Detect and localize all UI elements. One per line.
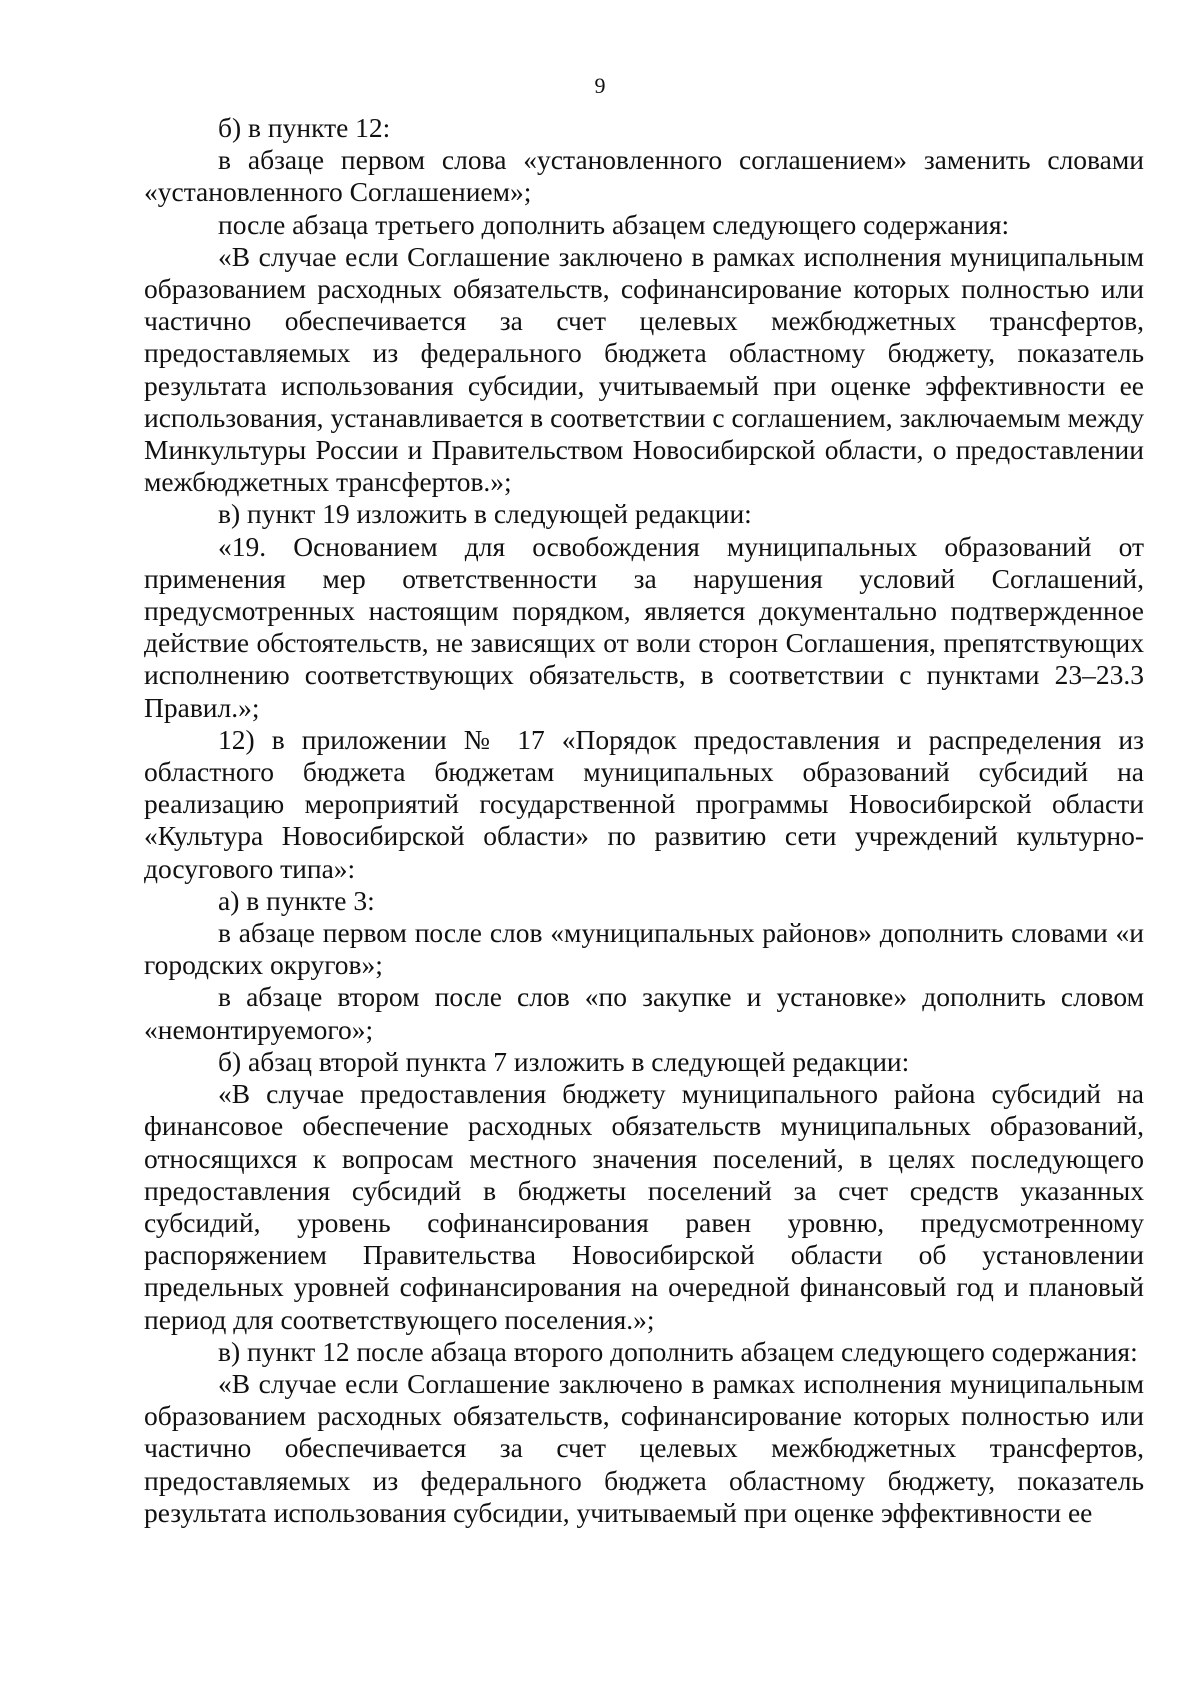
paragraph: «В случае если Соглашение заключено в рамках исполнения муниципальным образованием расходных обязательств, софинансирование которых полностью или частично обеспечивается за счет целевых межбюджетных трансфертов, предоставляемых из федерального бюджета областному бюджету, показатель результата использования субсидии, учитываемый при оценке эффективности ее использования, устанавливается в соответствии с соглашением, заключаемым между Минкультуры России и Правительством Новосибирской области, о предоставлении межбюджетных трансфертов.»;: [144, 240, 1144, 498]
paragraph: «В случае если Соглашение заключено в рамках исполнения муниципальным образованием расходных обязательств, софинансирование которых полностью или частично обеспечивается за счет целевых межбюджетных трансфертов, предоставляемых из федерального бюджета областному бюджету, показатель результата использования субсидии, учитываемый при оценке эффективности ее: [144, 1367, 1144, 1528]
page-number: 9: [594, 73, 606, 98]
paragraph: «В случае предоставления бюджету муниципального района субсидий на финансовое обеспечение расходных обязательств муниципальных образований, относящихся к вопросам местного значения поселений, в целях последующего предоставления субсидий в бюджеты поселений за счет средств указанных субсидий, уровень софинансирования равен уровню, предусмотренному распоряжением Правительства Новосибирской области об установлении предельных уровней софинансирования на очередной финансовый год и плановый период для соответствующего поселения.»;: [144, 1078, 1144, 1335]
paragraph: а) в пункте 3:: [218, 884, 375, 916]
paragraph: в абзаце втором после слов «по закупке и установке» дополнить словом «немонтируемого»;: [144, 981, 1144, 1045]
paragraph: в абзаце первом слова «установленного соглашением» заменить словами «установленного Соглашением»;: [144, 144, 1144, 208]
paragraph: в) пункт 12 после абзаца второго дополнить абзацем следующего содержания:: [218, 1335, 1138, 1367]
paragraph: б) в пункте 12:: [218, 112, 391, 143]
paragraph: б) абзац второй пункта 7 изложить в следующей редакции:: [218, 1045, 910, 1077]
paragraph: после абзаца третьего дополнить абзацем следующего содержания:: [218, 208, 1010, 240]
paragraph: «19. Основанием для освобождения муниципальных образований от применения мер ответственности за нарушения условий Соглашений, предусмотренных настоящим порядком, является документально подтвержденное действие обстоятельств, не зависящих от воли сторон Соглашения, препятствующих исполнению соответствующих обязательств, в соответствии с пунктами 23–23.3 Правил.»;: [144, 530, 1144, 723]
document-body: [144, 112, 1144, 1529]
paragraph: в абзаце первом после слов «муниципальных районов» дополнить словами «и городских округов»;: [144, 917, 1144, 981]
paragraph: в) пункт 19 изложить в следующей редакции:: [218, 498, 752, 530]
paragraph: 12) в приложении № 17 «Порядок предоставления и распределения из областного бюджета бюджетам муниципальных образований субсидий на реализацию мероприятий государственной программы Новосибирской области «Культура Новосибирской области» по развитию сети учреждений культурно-досугового типа»:: [144, 723, 1144, 884]
